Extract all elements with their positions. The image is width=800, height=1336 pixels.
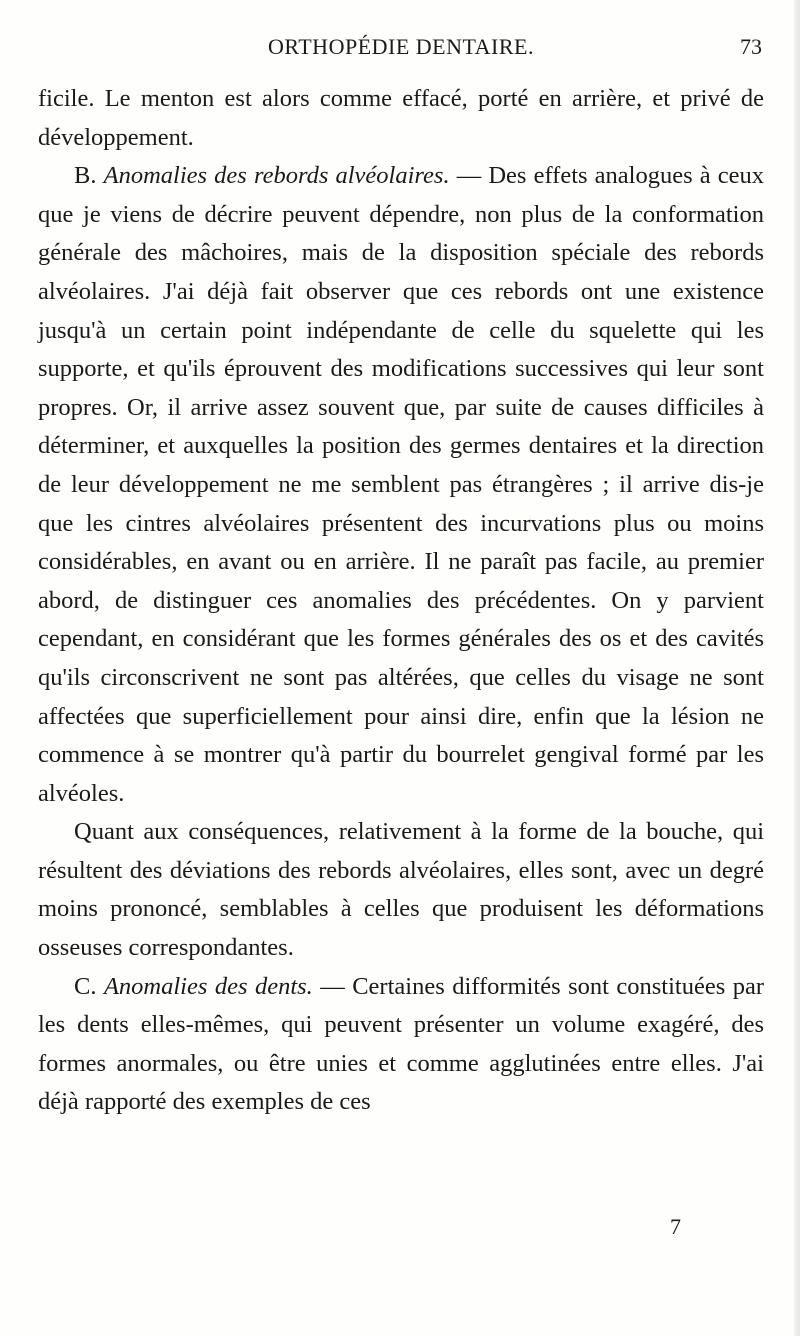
page-edge-shadow (794, 0, 800, 1336)
section-letter: C. (74, 972, 97, 1000)
paragraph-text: ficile. Le menton est alors comme effacé, porté en arrière, et privé de développement. (38, 85, 764, 151)
body-text (38, 80, 764, 1122)
section-letter: B. (74, 162, 97, 190)
signature-mark: 7 (670, 1214, 681, 1239)
paragraph-consequences (38, 813, 764, 967)
section-b-paragraph (38, 157, 764, 813)
section-title: Anomalies des dents. (103, 972, 313, 1000)
page-number: 73 (740, 34, 762, 59)
paragraph-text: Quant aux conséquences, relativement à la forme de la bouche, qui résultent des déviations des rebords alvéolaires, elles sont, avec un degré moins prononcé, semblables à celles que produisent les déformations osseuses correspondantes. (38, 818, 764, 962)
paragraph-text: — Des effets analogues à ceux que je viens de décrire peuvent dépendre, non plus de la conformation générale des mâchoires, mais de la disposition spéciale des rebords alvéolaires. J'ai déjà fait observer que ces rebords ont une existence jusqu'à un certain point indépendante de celle du squelette qui les supporte, et qu'ils éprouvent des modifications successives qui leur sont propres. Or, il arrive assez souvent que, par suite de causes difficiles à déterminer, et auxquelles la position des germes dentaires et la direction de leur développement ne me semblent pas étrangères ; il arrive dis-je que les cintres alvéolaires présentent des incurvations plus ou moins considérables, en avant ou en arrière. Il ne paraît pas facile, au premier abord, de distinguer ces anomalies des précédentes. On y parvient cependant, en considérant que les formes générales des os et des cavités qu'ils circonscrivent ne sont pas altérées, que celles du visage ne sont affectées que superficiellement pour ainsi dire, enfin que la lésion ne commence à se montrer qu'à partir du bourrelet gengival formé par les alvéoles. (38, 162, 765, 807)
page-header (38, 30, 764, 66)
running-title: ORTHOPÉDIE DENTAIRE. (268, 34, 534, 59)
section-title: Anomalies des rebords alvéolaires. (103, 162, 450, 190)
section-c-paragraph (38, 968, 764, 1122)
paragraph-text: — Certaines difformités sont constituées par les dents elles-mêmes, qui peuvent présenter un volume exagéré, des formes anormales, ou être unies et comme agglutinées entre elles. J'ai déjà rapporté des exemples de ces (38, 972, 764, 1116)
paragraph-continuation (38, 80, 764, 157)
